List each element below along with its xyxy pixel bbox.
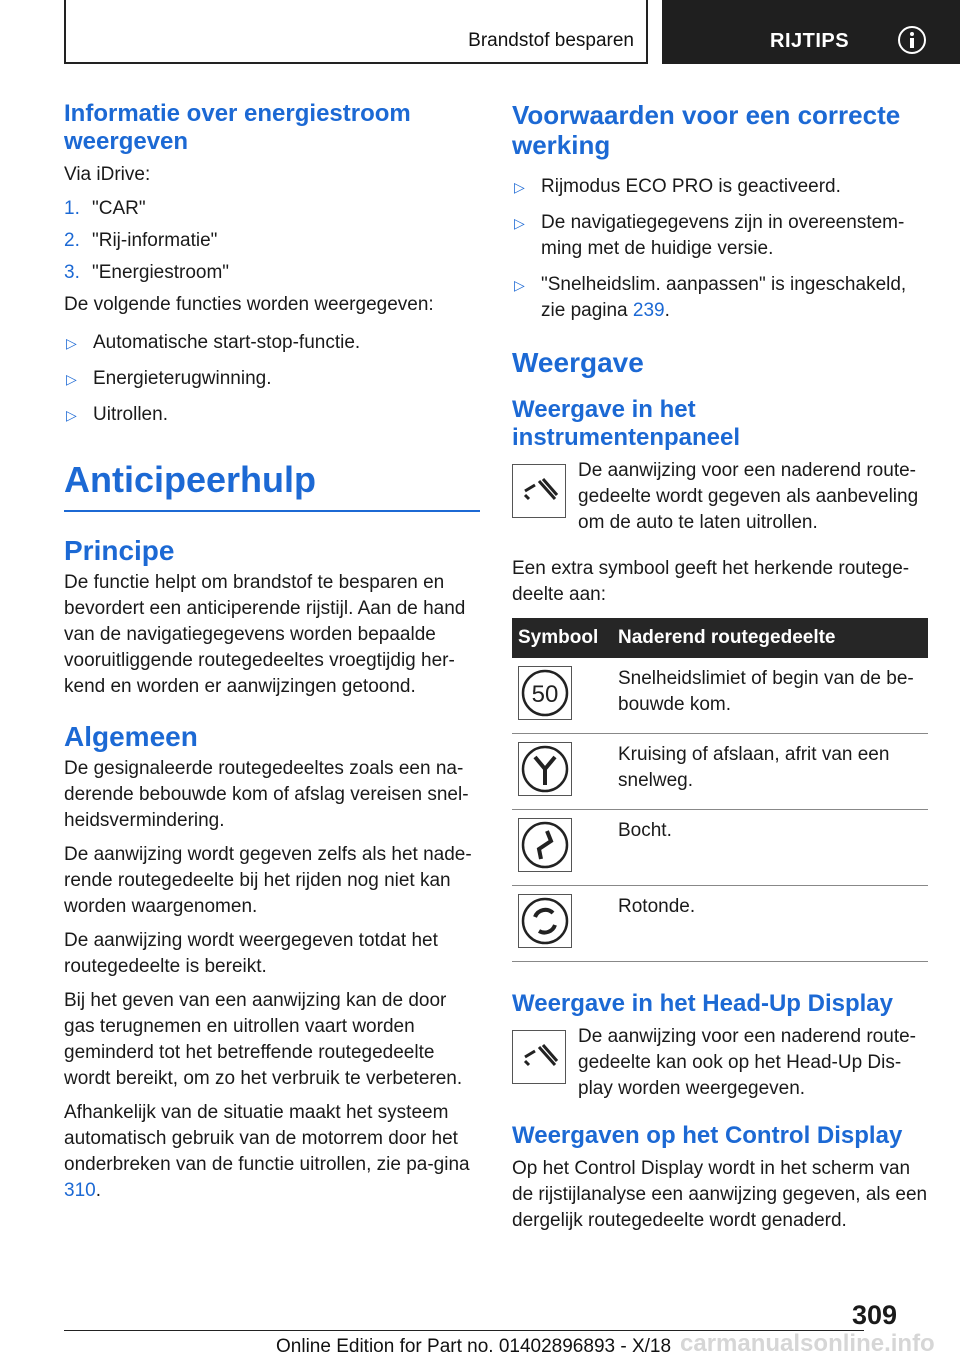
section-title: Brandstof besparen bbox=[468, 30, 634, 51]
functions-intro: De volgende functies worden weergegeven: bbox=[64, 294, 434, 315]
condition-item: ▷ "Snelheidslim. aanpassen" is ingeschakeld, zie pagina 239. bbox=[514, 274, 907, 321]
curve-icon bbox=[518, 818, 572, 872]
table-row bbox=[512, 810, 928, 886]
control-display-text: Op het Control Display wordt in het scherm van de rijstijlanalyse een aanwijzing gegeven, als een dergelijk routegedeelte wordt genaderd. bbox=[512, 1158, 928, 1231]
triangle-bullet-icon: ▷ bbox=[514, 179, 525, 195]
table-cell: Kruising of afslaan, afrit van een snelweg. bbox=[612, 734, 928, 810]
svg-text:50: 50 bbox=[531, 681, 559, 708]
step-item: 3. "Energiestroom" bbox=[64, 262, 230, 283]
right-column bbox=[512, 100, 928, 1242]
principe-heading: Principe bbox=[64, 535, 175, 566]
junction-icon bbox=[518, 742, 572, 796]
edition-text: Online Edition for Part no. 01402896893 - X/18 bbox=[276, 1336, 672, 1357]
condition-item: ▷ Rijmodus ECO PRO is geactiveerd. bbox=[512, 174, 928, 200]
function-item: ▷ Energieterugwinning. bbox=[64, 366, 480, 392]
speed-limit-50-icon bbox=[518, 666, 572, 720]
table-header: Naderend routegedeelte bbox=[612, 618, 928, 658]
page-link[interactable]: 310 bbox=[64, 1180, 96, 1201]
weergave-heading: Weergave bbox=[512, 347, 644, 378]
table-row bbox=[512, 886, 928, 962]
instrument-text: De aanwijzing voor een naderend route-gedeelte wordt gegeven als aanbeveling om de auto te laten uitrollen. bbox=[578, 460, 919, 533]
algemeen-paragraph: Bij het geven van een aanwijzing kan de door gas terugnemen en uitrollen vaart worden geminderd tot het betreffende routegedeelte wordt bereikt, om zo het verbruik te verbeteren. bbox=[64, 990, 463, 1089]
table-cell: Rotonde. bbox=[612, 886, 928, 962]
left-column bbox=[64, 100, 480, 1212]
algemeen-paragraph: De aanwijzing wordt gegeven zelfs als het nade-rende routegedeelte bij het rijden nog niet kan worden waargenomen. bbox=[64, 844, 472, 917]
control-display-heading: Weergaven op het Control Display bbox=[512, 1122, 903, 1149]
function-item: ▷ Automatische start-stop-functie. bbox=[64, 330, 480, 356]
page-number: 309 bbox=[852, 1300, 898, 1330]
hud-heading: Weergave in het Head-Up Display bbox=[512, 990, 893, 1017]
table-cell: Bocht. bbox=[612, 810, 928, 886]
algemeen-heading: Algemeen bbox=[64, 721, 198, 752]
page-link[interactable]: 239 bbox=[632, 300, 665, 321]
watermark: carmanualsonline.info bbox=[680, 1330, 935, 1357]
instrument-hint bbox=[512, 458, 928, 536]
header-section-box bbox=[64, 0, 648, 64]
table-header: Symbool bbox=[512, 618, 612, 658]
triangle-bullet-icon: ▷ bbox=[66, 335, 77, 351]
chapter-title: RIJTIPS bbox=[770, 30, 850, 52]
triangle-bullet-icon: ▷ bbox=[66, 407, 77, 423]
algemeen-paragraph: De aanwijzing wordt weergegeven totdat het routegedeelte is bereikt. bbox=[64, 930, 438, 977]
table-cell: Snelheidslimiet of begin van de be-bouwde kom. bbox=[612, 658, 928, 734]
triangle-bullet-icon: ▷ bbox=[514, 277, 525, 293]
via-text: Via iDrive: bbox=[64, 164, 151, 185]
coasting-foot-icon bbox=[512, 464, 566, 518]
voorwaarden-heading: Voorwaarden voor een correcte werking bbox=[512, 100, 901, 160]
hud-text: De aanwijzing voor een naderend route-gedeelte kan ook op het Head-Up Dis-play worden weergegeven. bbox=[578, 1026, 916, 1099]
instrument-heading: Weergave in het instrumentenpaneel bbox=[512, 396, 741, 451]
coasting-foot-icon bbox=[512, 1030, 566, 1084]
step-item: 2. "Rij-informatie" bbox=[64, 230, 218, 251]
main-heading: Anticipeerhulp bbox=[64, 460, 480, 512]
extra-symbol-text: Een extra symbool geeft het herkende routege-deelte aan: bbox=[512, 558, 910, 605]
algemeen-paragraph: De gesignaleerde routegedeeltes zoals een na-derende bebouwde kom of afslag vereisen snel-heidsvermindering. bbox=[64, 758, 469, 831]
table-row bbox=[512, 734, 928, 810]
step-item: 1. "CAR" bbox=[64, 198, 146, 219]
symbol-table bbox=[512, 618, 928, 962]
algemeen-paragraph: Afhankelijk van de situatie maakt het systeem automatisch gebruik van de motorrem door het onderbreken van de functie uitrollen, zie pa-gina 310. bbox=[64, 1102, 470, 1201]
conditions-list bbox=[512, 174, 928, 324]
principe-text: De functie helpt om brandstof te besparen en bevordert een anticiperende rijstijl. Aan de hand van de navigatiegegevens worden bepaalde vooruitliggende routegedeeltes vroegtijdig her-kend en worden er aanwijzingen getoond. bbox=[64, 572, 466, 697]
energy-heading: Informatie over energiestroom weergeven bbox=[64, 100, 411, 155]
triangle-bullet-icon: ▷ bbox=[514, 215, 525, 231]
table-header-row bbox=[512, 618, 928, 658]
table-row bbox=[512, 658, 928, 734]
condition-item: ▷ De navigatiegegevens zijn in overeenstem-ming met de huidige versie. bbox=[514, 212, 905, 259]
header-chapter-box bbox=[662, 0, 960, 64]
roundabout-icon bbox=[518, 894, 572, 948]
steps-list bbox=[64, 196, 480, 286]
hud-hint bbox=[512, 1024, 928, 1102]
triangle-bullet-icon: ▷ bbox=[66, 371, 77, 387]
function-item: ▷ Uitrollen. bbox=[64, 402, 480, 428]
functions-list bbox=[64, 330, 480, 428]
info-icon bbox=[898, 26, 926, 54]
